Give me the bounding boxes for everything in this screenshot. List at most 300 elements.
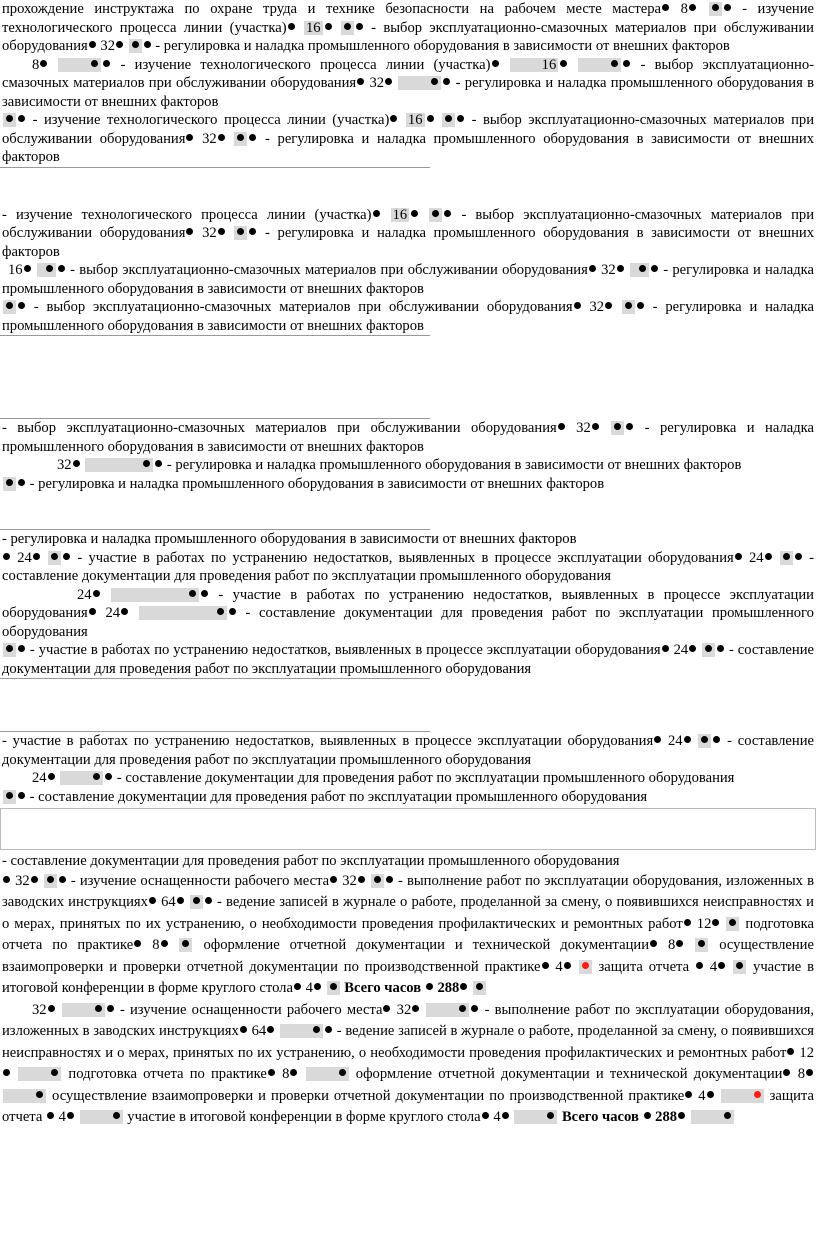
bullet-icon: [650, 940, 657, 947]
highlight-box: [398, 76, 441, 90]
highlight-box: [341, 21, 354, 35]
bullet-icon: [51, 553, 58, 560]
bullet-icon: [344, 23, 351, 30]
bullet-icon: [89, 608, 96, 615]
hours: 8: [152, 937, 160, 953]
text: - изучение технологического процесса линии (участка): [2, 206, 372, 223]
highlight-box: [514, 1110, 557, 1124]
bullet-icon: [459, 1005, 466, 1012]
bullet-icon: [765, 553, 772, 560]
bullet-icon: [654, 736, 661, 743]
bullet-icon: [143, 460, 150, 467]
bullet-icon: [105, 773, 112, 780]
hours: 12: [696, 915, 712, 932]
hours: 32: [342, 872, 357, 889]
bullet-icon: [294, 983, 301, 990]
text: - участие в работах по устранению недостатков, выявленных в процессе эксплуатации оборудования: [2, 586, 814, 621]
hours: 16: [305, 19, 321, 36]
bullet-icon: [229, 608, 236, 615]
bullet-icon: [18, 115, 25, 122]
bullet-icon: [6, 792, 13, 799]
bullet-icon: [432, 210, 439, 217]
bullet-icon: [637, 302, 644, 309]
text: - выполнение работ по эксплуатации оборудования, изложенных в заводских инструкциях: [2, 1001, 814, 1039]
bullet-icon: [542, 962, 549, 969]
bullet-icon: [3, 876, 10, 883]
highlight-box: [60, 771, 103, 785]
highlight-box: [473, 981, 486, 995]
bullet-icon: [161, 940, 168, 947]
bullet-icon: [783, 553, 790, 560]
paragraph: [0, 549, 816, 586]
bullet-icon: [729, 919, 736, 926]
hours: 32: [100, 38, 115, 54]
paragraph: [0, 206, 816, 262]
bullet-icon: [217, 608, 224, 615]
empty-frame: [0, 808, 816, 850]
paragraph: [0, 641, 816, 678]
highlight-box: [733, 960, 746, 974]
bullet-icon: [431, 78, 438, 85]
highlight-box: [780, 551, 793, 565]
bullet-icon: [443, 78, 450, 85]
bullet-icon: [113, 1112, 120, 1119]
highlight-box: [280, 1024, 323, 1038]
text: - выбор эксплуатационно-смазочных материалов при обслуживании оборудования: [70, 262, 588, 278]
paragraph: [0, 475, 816, 494]
bullet-icon: [358, 876, 365, 883]
paragraph: [0, 871, 816, 1000]
text: - регулировка и наладка промышленного оборудования в зависимости от внешних факторов: [2, 420, 814, 455]
text: - регулировка и наладка промышленного оборудования в зависимости от внешних факторов: [2, 130, 815, 165]
bullet-icon: [58, 265, 65, 272]
bullet-icon: [639, 265, 646, 272]
text: - составление документации для проведения работ по эксплуатации промышленного оборудования: [116, 770, 735, 786]
bullet-icon: [684, 919, 691, 926]
bullet-icon: [6, 115, 13, 122]
total-label: Всего часов: [344, 980, 422, 996]
highlight-box: [179, 938, 192, 952]
highlight-box: [234, 132, 247, 146]
spacer: [0, 679, 816, 731]
text: - изучение оснащенности рабочего места: [70, 872, 330, 889]
total-label: Всего часов: [561, 1109, 639, 1125]
bullet-icon: [705, 645, 712, 652]
text: - выбор эксплуатационно-смазочных материалов при обслуживании оборудования: [2, 19, 814, 54]
text: осуществление взаимопроверки и проверки отчетной документации по производственной практике: [52, 1087, 685, 1104]
hours: 24: [748, 549, 764, 566]
text: - изучение оснащенности рабочего места: [119, 1001, 383, 1018]
bullet-icon: [93, 590, 100, 597]
bullet-icon: [205, 897, 212, 904]
bullet-icon: [48, 1005, 55, 1012]
bullet-icon: [476, 983, 483, 990]
highlight-box: [80, 1110, 123, 1124]
bullet-icon: [325, 1026, 332, 1033]
text: - составление документации для проведения работ по эксплуатации промышленного оборудования: [2, 642, 814, 677]
bullet-icon: [460, 983, 467, 990]
bullet-icon: [6, 302, 13, 309]
text: защита отчета: [598, 958, 690, 975]
bullet-icon: [685, 1091, 692, 1098]
bullet-icon: [373, 210, 380, 217]
hours: 24: [667, 733, 683, 749]
bullet-icon: [625, 302, 632, 309]
highlight-box: [327, 981, 340, 995]
paragraph: [0, 530, 816, 549]
highlight-box: [510, 58, 559, 72]
bullet-icon: [787, 1048, 794, 1055]
bullet-icon: [59, 876, 66, 883]
bullet-icon: [313, 1026, 320, 1033]
text: участие в итоговой конференции в форме круглого стола: [2, 958, 815, 996]
hours: 4: [58, 1109, 66, 1125]
bullet-icon: [717, 645, 724, 652]
text: - регулировка и наладка промышленного оборудования в зависимости от внешних факторов: [2, 262, 815, 297]
highlight-box: [190, 895, 203, 909]
bullet-icon: [471, 1005, 478, 1012]
hours: 24: [673, 642, 689, 658]
bullet-icon: [707, 1091, 714, 1098]
hours: 16: [541, 56, 557, 73]
text: - участие в работах по устранению недостатков, выявленных в процессе эксплуатации оборудования: [29, 642, 661, 658]
bullet-icon: [662, 4, 669, 11]
bullet-icon: [193, 897, 200, 904]
bullet-icon: [330, 983, 337, 990]
bullet-icon: [330, 876, 337, 883]
highlight-box: [3, 643, 16, 657]
bullet-icon: [40, 60, 47, 67]
bullet-icon: [795, 553, 802, 560]
highlight-box: [18, 1067, 61, 1081]
bullet-icon: [237, 134, 244, 141]
bullet-icon: [676, 940, 683, 947]
highlight-box: [234, 226, 247, 240]
bullet-icon: [149, 897, 156, 904]
highlight-box: [726, 917, 739, 931]
bullet-icon: [6, 479, 13, 486]
text: - регулировка и наладка промышленного оборудования в зависимости от внешних факторов: [2, 75, 814, 110]
text: - регулировка и наладка промышленного оборудования в зависимости от внешних факторов: [155, 38, 730, 54]
text: - составление документации для проведения работ по эксплуатации промышленного оборудования: [29, 788, 648, 805]
bullet-icon: [617, 265, 624, 272]
hours: 16: [8, 262, 23, 278]
bullet-icon: [445, 115, 452, 122]
red-bullet-icon: [582, 962, 589, 969]
text: прохождение инструктажа по охране труда и технике безопасности на рабочем месте мастера: [2, 1, 662, 17]
bullet-icon: [73, 460, 80, 467]
highlight-box: [695, 938, 708, 952]
text: - изучение технологического процесса линии (участка): [120, 56, 491, 73]
hours: 64: [161, 894, 176, 910]
paragraph: [0, 261, 816, 298]
highlight-box: [306, 1067, 349, 1081]
bullet-icon: [314, 983, 321, 990]
highlight-box: [426, 1003, 469, 1017]
bullet-icon: [701, 736, 708, 743]
highlight-box: [44, 874, 57, 888]
red-bullet-icon: [754, 1091, 761, 1098]
text: - участие в работах по устранению недостатков, выявленных в процессе эксплуатации оборудования: [2, 733, 654, 749]
bullet-icon: [268, 1069, 275, 1076]
highlight-box: [3, 300, 16, 314]
bullet-icon: [611, 60, 618, 67]
paragraph: [0, 732, 816, 769]
text: - регулировка и наладка промышленного оборудования в зависимости от внешних факторов: [2, 299, 815, 334]
text: - ведение записей в журнале о работе, проделанной за смену, о появившихся неисправностях и о мерах, принятых по их устранению, о необходимости проведения профилактических и ремонтных работ: [2, 894, 814, 932]
bullet-icon: [189, 590, 196, 597]
bullet-icon: [182, 940, 189, 947]
bullet-icon: [678, 1112, 685, 1119]
bullet-icon: [614, 423, 621, 430]
bullet-icon: [31, 876, 38, 883]
spacer: [0, 336, 816, 418]
bullet-icon: [155, 460, 162, 467]
bullet-icon: [339, 1069, 346, 1076]
text: оформление отчетной документации и технической документации: [203, 937, 649, 953]
bullet-icon: [605, 302, 612, 309]
highlight-box: [304, 21, 323, 35]
text: - регулировка и наладка промышленного оборудования в зависимости от внешних факторов: [29, 475, 605, 492]
text: - выбор эксплуатационно-смазочных материалов при обслуживании оборудования: [2, 206, 815, 241]
bullet-icon: [736, 962, 743, 969]
highlight-box: [721, 1089, 764, 1103]
text: - составление документации для проведения работ по эксплуатации промышленного оборудования: [2, 549, 814, 584]
text: - составление документации для проведения работ по эксплуатации промышленного оборудования: [2, 605, 814, 640]
hours: 24: [105, 605, 121, 621]
bullet-icon: [218, 228, 225, 235]
bullet-icon: [249, 228, 256, 235]
text: - ведение записей в журнале о работе, проделанной за смену, о появившихся неисправностях и о мерах, принятых по их устранению, о необходимости проведения профилактических и ремонтных работ: [2, 1023, 815, 1061]
highlight-box: [85, 458, 153, 472]
bullet-icon: [63, 553, 70, 560]
highlight-box: [709, 2, 722, 16]
bullet-icon: [47, 1112, 54, 1119]
bullet-icon: [67, 1112, 74, 1119]
hours: 8: [32, 56, 40, 73]
hours: 4: [709, 958, 718, 975]
hours: 24: [77, 586, 92, 603]
highlight-box: [442, 113, 455, 127]
bullet-icon: [724, 4, 731, 11]
bullet-icon: [186, 228, 193, 235]
highlight-box: [406, 113, 425, 127]
bullet-icon: [18, 479, 25, 486]
highlight-box: [37, 263, 56, 277]
paragraph: [0, 111, 816, 167]
hours: 8: [667, 937, 676, 953]
bullet-icon: [134, 940, 141, 947]
text: - участие в работах по устранению недостатков, выявленных в процессе эксплуатации оборудования: [77, 549, 734, 566]
bullet-icon: [51, 1069, 58, 1076]
bullet-icon: [3, 553, 10, 560]
bullet-icon: [718, 962, 725, 969]
bullet-icon: [444, 210, 451, 217]
bullet-icon: [249, 134, 256, 141]
highlight-box: [129, 39, 142, 53]
bullet-icon: [426, 983, 433, 990]
bullet-icon: [662, 645, 669, 652]
bullet-icon: [457, 115, 464, 122]
text: - выбор эксплуатационно-смазочных материалов при обслуживании оборудования: [2, 112, 815, 147]
paragraph: [0, 298, 816, 335]
hours: 32: [369, 75, 385, 91]
text: подготовка отчета по практике: [2, 915, 814, 953]
bullet-icon: [18, 302, 25, 309]
bullet-icon: [240, 1026, 247, 1033]
bullet-icon: [713, 736, 720, 743]
bullet-icon: [735, 553, 742, 560]
bullet-icon: [589, 265, 596, 272]
bullet-icon: [623, 60, 630, 67]
paragraph: [0, 0, 816, 56]
text: - составление документации для проведения работ по эксплуатации промышленного оборудования: [2, 733, 814, 768]
bullet-icon: [626, 423, 633, 430]
bullet-icon: [48, 773, 55, 780]
highlight-box: [429, 208, 442, 222]
hours: 32: [202, 130, 217, 147]
bullet-icon: [698, 940, 705, 947]
bullet-icon: [237, 228, 244, 235]
bullet-icon: [492, 60, 499, 67]
hours: 8: [680, 1, 688, 17]
text: оформление отчетной документации и технической документации: [355, 1066, 783, 1082]
total-hours: 288: [437, 980, 460, 996]
bullet-icon: [644, 1112, 651, 1119]
bullet-icon: [684, 736, 691, 743]
text: осуществление взаимопроверки и проверки отчетной документации по производственной практике: [2, 937, 814, 975]
total-hours: 288: [655, 1109, 678, 1125]
hours: 32: [15, 872, 30, 889]
text: - выполнение работ по эксплуатации оборудования, изложенных в заводских инструкциях: [2, 872, 814, 910]
bullet-icon: [91, 60, 98, 67]
bullet-icon: [288, 23, 295, 30]
paragraph: [0, 1000, 816, 1129]
bullet-icon: [116, 41, 123, 48]
highlight-box: [111, 588, 199, 602]
bullet-icon: [689, 645, 696, 652]
bullet-icon: [427, 115, 434, 122]
text: - составление документации для проведения работ по эксплуатации промышленного оборудования: [2, 853, 620, 869]
text: - изучение технологического процесса линии (участка): [2, 1, 815, 36]
bullet-icon: [201, 590, 208, 597]
bullet-icon: [558, 423, 565, 430]
highlight-box: [622, 300, 635, 314]
highlight-box: [702, 643, 715, 657]
bullet-icon: [374, 876, 381, 883]
bullet-icon: [357, 78, 364, 85]
text: защита отчета: [2, 1087, 814, 1125]
bullet-icon: [564, 962, 571, 969]
highlight-box: [579, 960, 592, 974]
text: - регулировка и наладка промышленного оборудования в зависимости от внешних факторов: [2, 531, 577, 547]
bullet-icon: [95, 1005, 102, 1012]
bullet-icon: [482, 1112, 489, 1119]
hours: 4: [555, 958, 563, 975]
paragraph: [0, 788, 816, 807]
bullet-icon: [132, 41, 139, 48]
highlight-box: [578, 58, 621, 72]
bullet-icon: [411, 210, 418, 217]
bullet-icon: [502, 1112, 509, 1119]
text: подготовка отчета по практике: [68, 1066, 267, 1082]
hours: 32: [32, 1001, 47, 1018]
bullet-icon: [89, 41, 96, 48]
hours: 32: [202, 225, 217, 241]
hours: 32: [601, 262, 616, 278]
bullet-icon: [712, 919, 719, 926]
bullet-icon: [390, 115, 397, 122]
paragraph: [0, 419, 816, 456]
bullet-icon: [412, 1005, 419, 1012]
bullet-icon: [18, 792, 25, 799]
hours: 64: [251, 1023, 267, 1039]
hours: 16: [392, 206, 408, 223]
hours: 12: [799, 1044, 814, 1061]
highlight-box: [371, 874, 384, 888]
paragraph: [0, 769, 816, 788]
bullet-icon: [783, 1069, 790, 1076]
hours: 32: [57, 457, 72, 473]
highlight-box: [3, 477, 16, 491]
bullet-icon: [218, 134, 225, 141]
hours: 4: [493, 1109, 501, 1125]
bullet-icon: [103, 60, 110, 67]
text: - регулировка и наладка промышленного оборудования в зависимости от внешних факторов: [2, 225, 815, 260]
paragraph: [0, 586, 816, 642]
highlight-box: [611, 421, 624, 435]
highlight-box: [62, 1003, 105, 1017]
hours: 32: [396, 1001, 412, 1018]
bullet-icon: [724, 1112, 731, 1119]
bullet-icon: [6, 645, 13, 652]
highlight-box: [3, 113, 16, 127]
hours: 32: [589, 299, 605, 315]
bullet-icon: [3, 1069, 10, 1076]
highlight-box: [391, 208, 410, 222]
bullet-icon: [24, 265, 31, 272]
bullet-icon: [356, 23, 363, 30]
hours: 24: [32, 770, 47, 786]
text: участие в итоговой конференции в форме круглого стола: [127, 1109, 481, 1125]
text: - выбор эксплуатационно-смазочных материалов при обслуживании оборудования: [2, 420, 557, 436]
bullet-icon: [696, 962, 703, 969]
text: - регулировка и наладка промышленного оборудования в зависимости от внешних факторов: [166, 457, 742, 473]
highlight-box: [48, 551, 61, 565]
highlight-box: [3, 790, 16, 804]
hours: 4: [305, 980, 313, 996]
hours: 4: [698, 1087, 706, 1104]
bullet-icon: [36, 1091, 43, 1098]
bullet-icon: [121, 608, 128, 615]
bullet-icon: [383, 1005, 390, 1012]
hours: 8: [282, 1066, 290, 1082]
hours: 32: [576, 420, 591, 436]
hours: 8: [797, 1066, 805, 1082]
hours: 24: [17, 549, 32, 566]
hours: 16: [407, 112, 423, 128]
paragraph: [0, 56, 816, 112]
text: - выбор эксплуатационно-смазочных материалов при обслуживании оборудования: [2, 56, 815, 91]
bullet-icon: [386, 876, 393, 883]
highlight-box: [3, 1089, 46, 1103]
highlight-box: [58, 58, 101, 72]
bullet-icon: [385, 78, 392, 85]
bullet-icon: [18, 645, 25, 652]
bullet-icon: [592, 423, 599, 430]
bullet-icon: [325, 23, 332, 30]
highlight-box: [691, 1110, 734, 1124]
